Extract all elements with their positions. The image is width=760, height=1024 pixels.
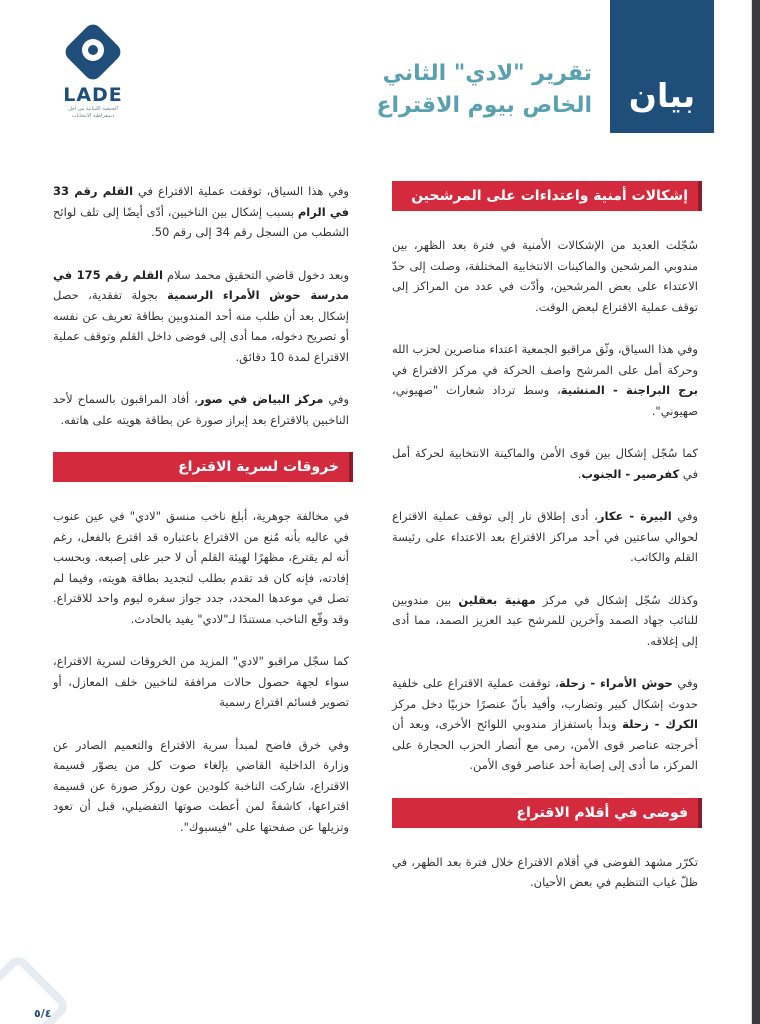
paragraph: وفي حوش الأمراء - زحلة، توقفت عملية الاقتراع على خلفية حدوث إشكال كبير وتضارب، وأفيد بأنّ عنصرًا حزبيًا دخل مركز الكرك - زحلة وبدأ باستفزاز مندوبي اللوائح الأخرى، وبعد أن أخرجته عناصر قوى الأمن، رمى مع أنصار الحزب الحجارة على المركز، ما أدى إلى إصابة أحد عناصر قوى الأمن. <box>392 676 699 772</box>
section-title-security: إشكالات أمنية واعتداءات على المرشحين <box>392 181 698 211</box>
logo-tagline-1: الجمعية اللبنانية من أجل <box>68 106 118 112</box>
paragraph: وفي هذا السياق، توقفت عملية الاقتراع في القلم رقم 33 في الرام بسبب إشكال بين الناخبين، أدّى أيضًا إلى تلف لوائح الشطب من السجل رقم 34 إلى رقم 50. <box>53 184 349 239</box>
page-edge <box>752 0 760 1024</box>
paragraph: تكرّر مشهد الفوضى في أقلام الاقتراع خلال فترة بعد الظهر، في ظلّ غياب التنظيم في بعض الأحيان. <box>392 854 698 889</box>
paragraph: سُجّلت العديد من الإشكالات الأمنية في فترة بعد الظهر، بين مندوبي المرشحين والماكينات الانتخابية المختلفة، وصلت إلى حدّ الاعتداء على بعض المرشحين، وأدّت في عدد من المراكز إلى توقف عملية الاقتراع لبعض الوقت. <box>392 238 698 314</box>
paragraph: وفي هذا السياق، وثّق مراقبو الجمعية اعتداء مناصرين لحزب الله وحركة أمل على المرشح واصف الحركة في مركز الاقتراع في برج البراجنة - المنشية، وسط ترداد شعارات "صهيوني، صهيوني". <box>392 342 698 418</box>
title-line-1: تقرير "لادي" الثاني <box>382 61 592 86</box>
paragraph: كما سجّل مراقبو "لادي" المزيد من الخروقات لسرية الاقتراع، سواء لجهة حصول حالات مرافقة لناخبين خلف المعازل، أو تصوير قسائم اقتراع رسمية <box>53 654 349 709</box>
logo-wordmark: LADE <box>63 84 123 106</box>
paragraph: وفي مركز البياض في صور، أفاد المراقبون بالسماح لأحد الناخبين بالاقتراع بعد إبراز صورة عن بطاقة هويته على هاتفه. <box>53 392 350 427</box>
badge-label: بيان <box>628 76 696 115</box>
paragraph: وفي البيرة - عكار، أدى إطلاق نار إلى توقف عملية الاقتراع لحوالي ساعتين في أحد مراكز الاقتراع بعد الاعتداء على رئيسة القلم والكاتب. <box>392 509 698 564</box>
section-title-secrecy: خروقات لسرية الاقتراع <box>53 452 349 482</box>
page-title <box>272 58 592 122</box>
paragraph: وبعد دخول قاضي التحقيق محمد سلام القلم رقم 175 في مدرسة حوش الأمراء الرسمية بجولة تفقدية، حصل إشكال بعد أن طلب منه أحد المندوبين بطاقة تعريف عن نفسه أو تصريح دخوله، مما أدى إلى فوضى داخل القلم وتوقف عملية الاقتراع لمدة 10 دقائق. <box>53 267 350 364</box>
left-column <box>53 181 349 859</box>
title-line-2: الخاص بيوم الاقتراع <box>376 93 592 118</box>
right-column <box>392 181 698 915</box>
paragraph: وكذلك سُجّل إشكال في مركز مهنية بعقلين بين مندوبين للنائب جهاد الصمد وآخرين للمرشح عبد العزيز الصمد، مما أدى إلى إغلاقه. <box>392 592 698 648</box>
eye-icon <box>58 24 128 86</box>
paragraph: في مخالفة جوهرية، أبلغ ناخب منسق "لادي" في عين عنوب في عاليه بأنه مُنع من الاقتراع باعتباره قد اقترع بالفعل، رغم أنه لم يقترع، مظهرًا لهيئة القلم أن لا حبر على إصبعه. وبحسب إفادته، فإنه كان قد تقدم بطلب لتجديد بطاقة هويته، وفيما لم تصل في موعدها المحدد، جدد جواز سفره ليوم واحد للاقتراع. وقد وقّع الناخب مستندًا لـ"لادي" يفيد بالحادث. <box>53 509 349 626</box>
logo-tagline-2: ديمقراطية الانتخابات <box>71 113 115 119</box>
page-number: ٥/٤ <box>34 1007 52 1020</box>
lade-logo <box>58 24 128 120</box>
statement-badge <box>610 0 714 133</box>
paragraph: وفي خرق فاضح لمبدأ سرية الاقتراع والتعميم الصادر عن وزارة الداخلية القاضي بإلغاء صوت كل من يصوّر قسيمة الاقتراع، شاركت الناخبة كلودين عون روكز صورة عن قسيمة اقتراعها، كاشفةً لمن أعطت صوتها التفضيلي، قبل أن تعود وتزيلها عن صفحتها على "فيسبوك". <box>53 737 349 834</box>
paragraph: كما سُجّل إشكال بين قوى الأمن والماكينة الانتخابية لحركة أمل في كفرصير - الجنوب. <box>392 446 698 481</box>
section-title-chaos: فوضى في أقلام الاقتراع <box>392 798 698 828</box>
